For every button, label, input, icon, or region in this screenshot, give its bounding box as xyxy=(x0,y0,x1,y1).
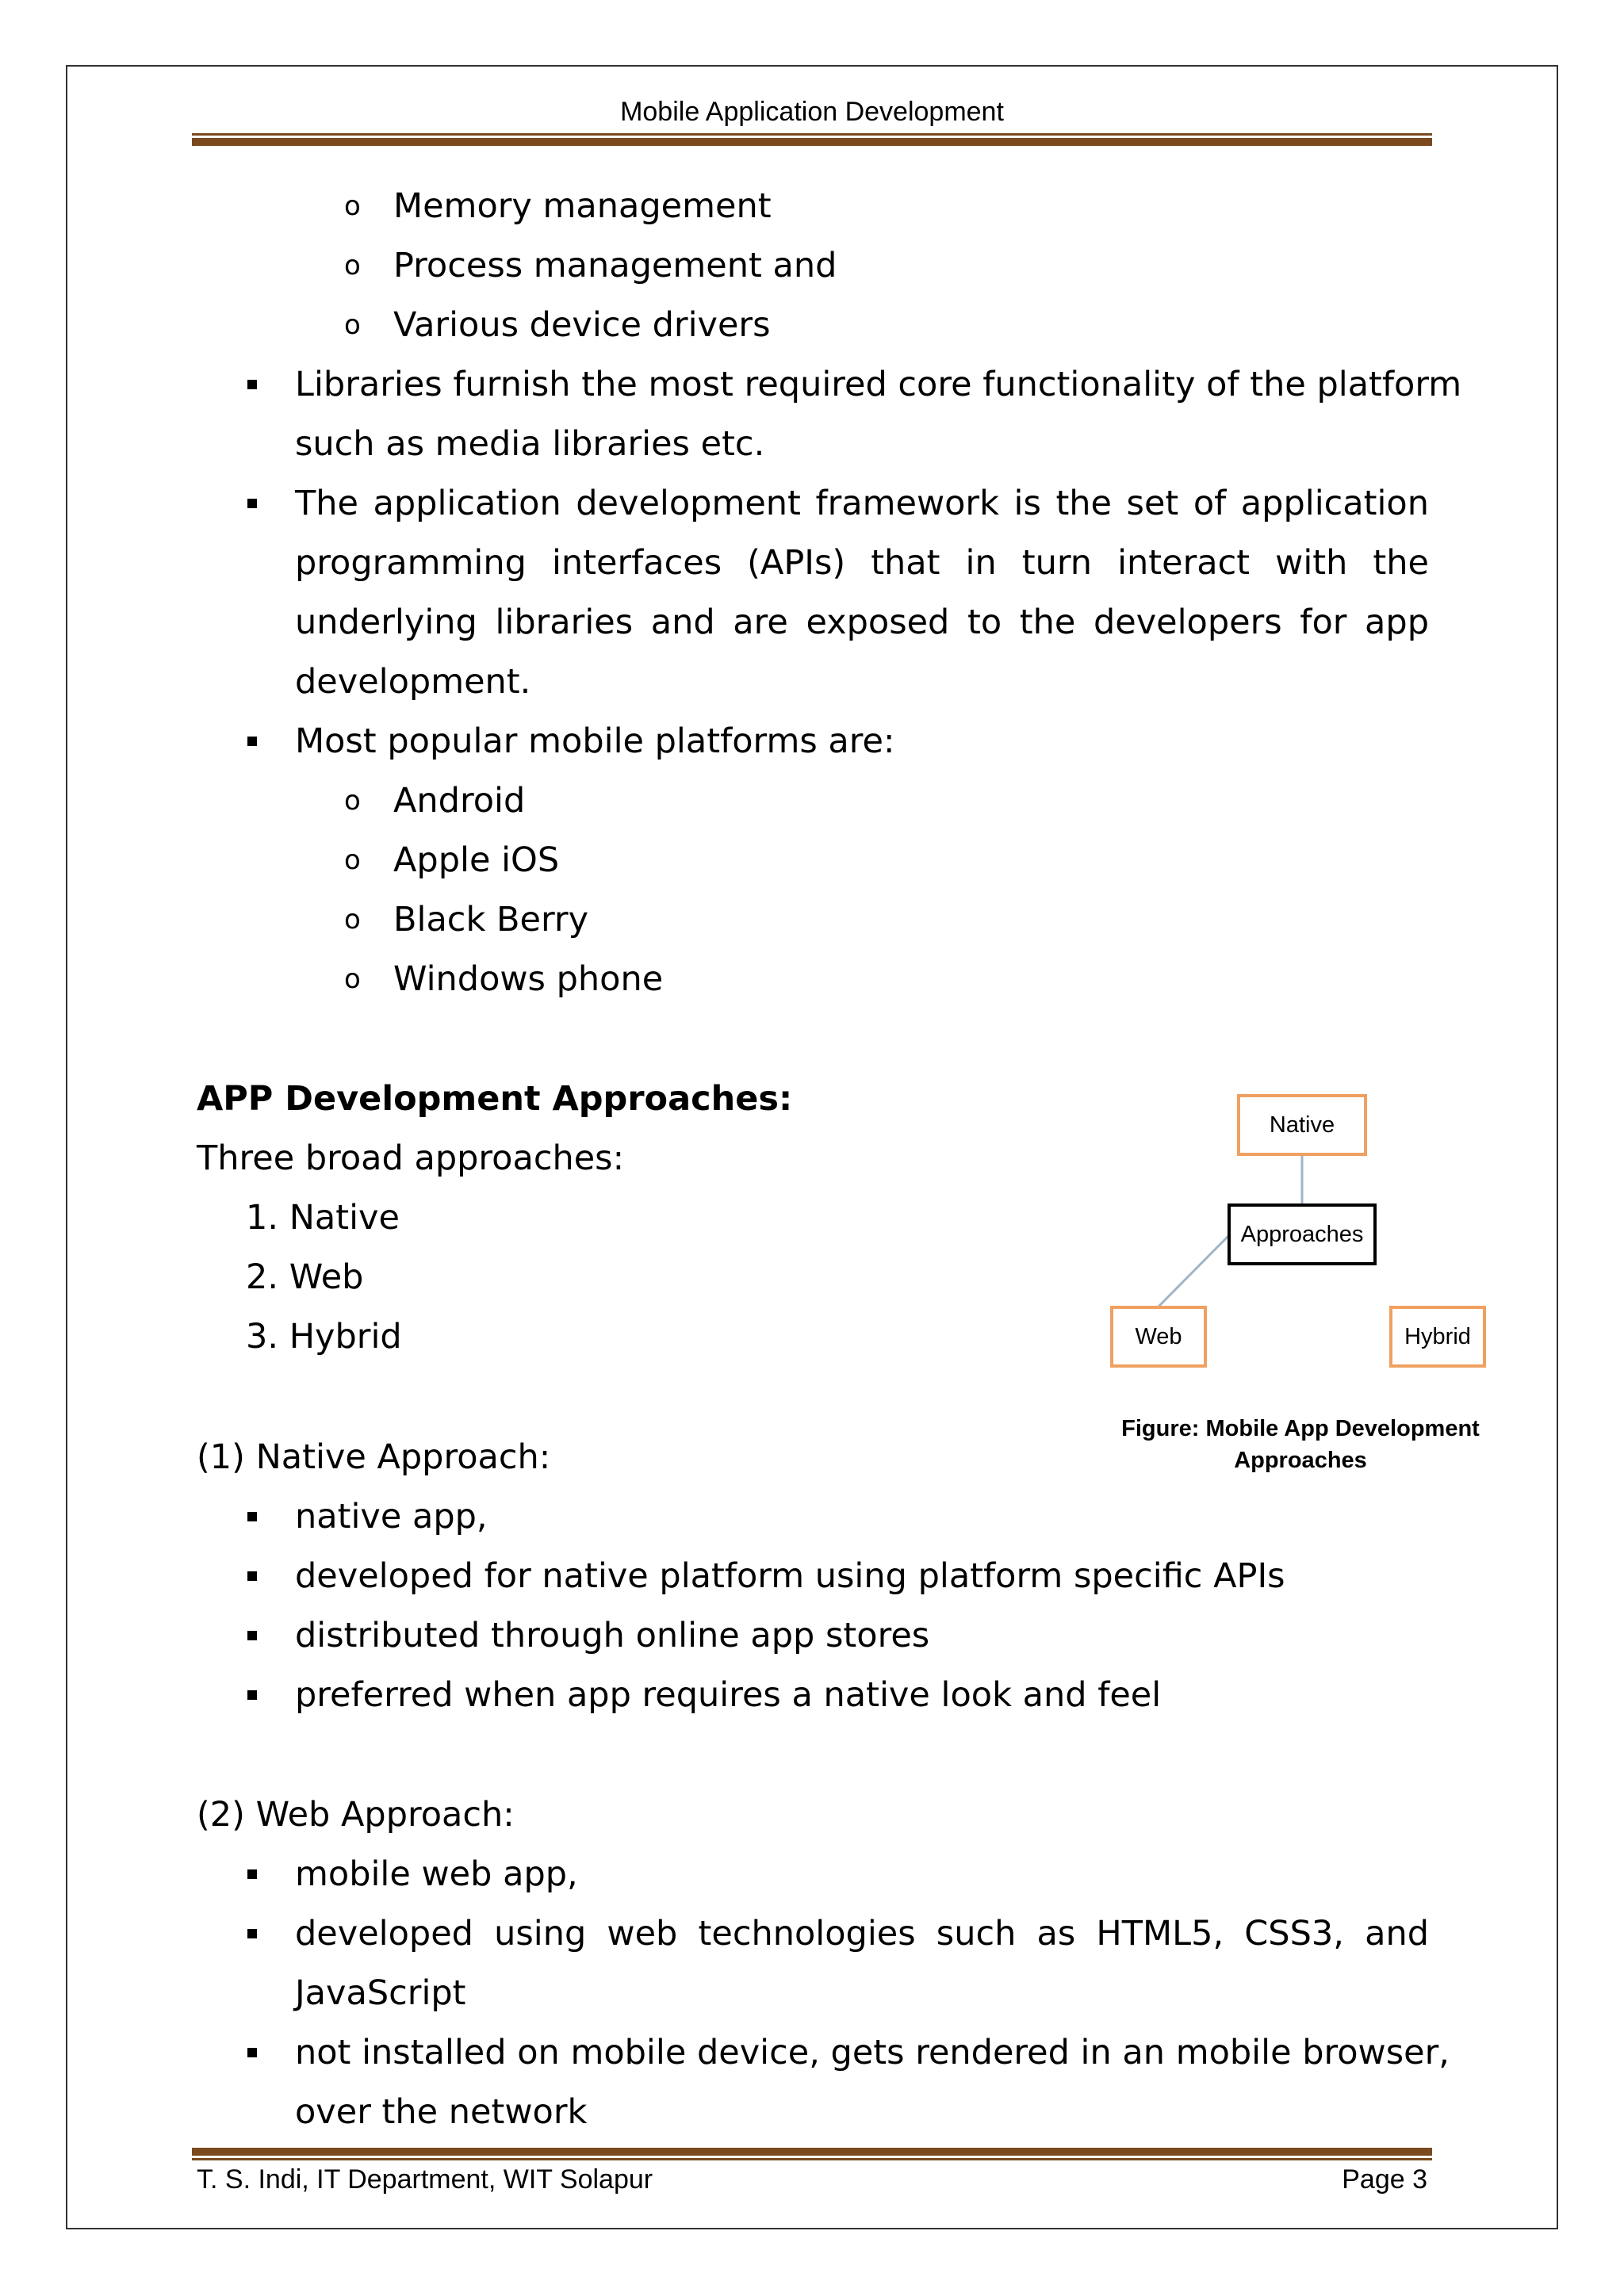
figure-caption xyxy=(1094,1413,1507,1476)
native-item: preferred when app requires a native look and feel xyxy=(295,1675,1162,1715)
circle-bullet-icon: o xyxy=(344,904,361,936)
footer-author: T. S. Indi, IT Department, WIT Solapur xyxy=(197,2164,653,2195)
square-bullet-icon xyxy=(247,1929,257,1938)
native-item: developed for native platform using platform specific APIs xyxy=(295,1556,1285,1596)
platform-item: Black Berry xyxy=(393,900,589,939)
framework-text-line: programming interfaces (APIs) that in turn interact with the xyxy=(295,543,1429,583)
framework-text-line: development. xyxy=(295,662,531,702)
approach-list-item: 2. Web xyxy=(246,1257,364,1297)
footer-page-number: Page 3 xyxy=(1342,2164,1427,2195)
diagram-node-native: Native xyxy=(1237,1094,1367,1156)
diagram-node-hybrid: Hybrid xyxy=(1389,1306,1486,1368)
kernel-item: Memory management xyxy=(393,186,772,226)
platform-item: Windows phone xyxy=(393,959,664,999)
native-item: distributed through online app stores xyxy=(295,1616,930,1655)
diagram-node-web: Web xyxy=(1110,1306,1207,1368)
native-approach-heading: (1) Native Approach: xyxy=(197,1437,551,1477)
web-item-line: JavaScript xyxy=(295,1973,466,2013)
platform-item: Android xyxy=(393,781,526,821)
popular-platforms-text: Most popular mobile platforms are: xyxy=(295,721,895,761)
approaches-intro: Three broad approaches: xyxy=(197,1138,625,1178)
web-item: mobile web app, xyxy=(295,1854,578,1894)
circle-bullet-icon: o xyxy=(344,190,361,222)
circle-bullet-icon: o xyxy=(344,250,361,281)
libraries-text-line: such as media libraries etc. xyxy=(295,424,765,464)
kernel-item: Various device drivers xyxy=(393,305,771,345)
square-bullet-icon xyxy=(247,1869,257,1879)
diagram-node-approaches: Approaches xyxy=(1228,1203,1377,1265)
web-item-line: not installed on mobile device, gets rendered in an mobile browser, xyxy=(295,2033,1450,2072)
framework-text-line: The application development framework is the set of application xyxy=(295,484,1429,523)
circle-bullet-icon: o xyxy=(344,844,361,876)
square-bullet-icon xyxy=(247,2048,257,2057)
approach-list-item: 1. Native xyxy=(246,1198,400,1238)
square-bullet-icon xyxy=(247,1512,257,1521)
footer-rule-thin xyxy=(192,2158,1432,2160)
libraries-text-line: Libraries furnish the most required core functionality of the platform xyxy=(295,365,1462,404)
square-bullet-icon xyxy=(247,1690,257,1700)
kernel-item: Process management and xyxy=(393,246,837,285)
web-approach-heading: (2) Web Approach: xyxy=(197,1795,515,1835)
square-bullet-icon xyxy=(247,1631,257,1640)
approaches-heading: APP Development Approaches: xyxy=(197,1079,793,1119)
figure-caption-line: Figure: Mobile App Development xyxy=(1121,1416,1480,1441)
page-header-title: Mobile Application Development xyxy=(620,97,1004,127)
circle-bullet-icon: o xyxy=(344,963,361,995)
approach-list-item: 3. Hybrid xyxy=(246,1317,402,1357)
web-item-line: developed using web technologies such as HTML5, CSS3, and xyxy=(295,1914,1429,1954)
figure-caption-line: Approaches xyxy=(1234,1448,1367,1473)
circle-bullet-icon: o xyxy=(344,785,361,817)
web-item-line: over the network xyxy=(295,2092,588,2132)
framework-text-line: underlying libraries and are exposed to the developers for app xyxy=(295,603,1429,642)
footer-rule-thick xyxy=(192,2148,1432,2156)
circle-bullet-icon: o xyxy=(344,309,361,341)
square-bullet-icon xyxy=(247,1571,257,1581)
native-item: native app, xyxy=(295,1497,488,1536)
platform-item: Apple iOS xyxy=(393,840,560,880)
connector-web xyxy=(1158,1234,1231,1307)
